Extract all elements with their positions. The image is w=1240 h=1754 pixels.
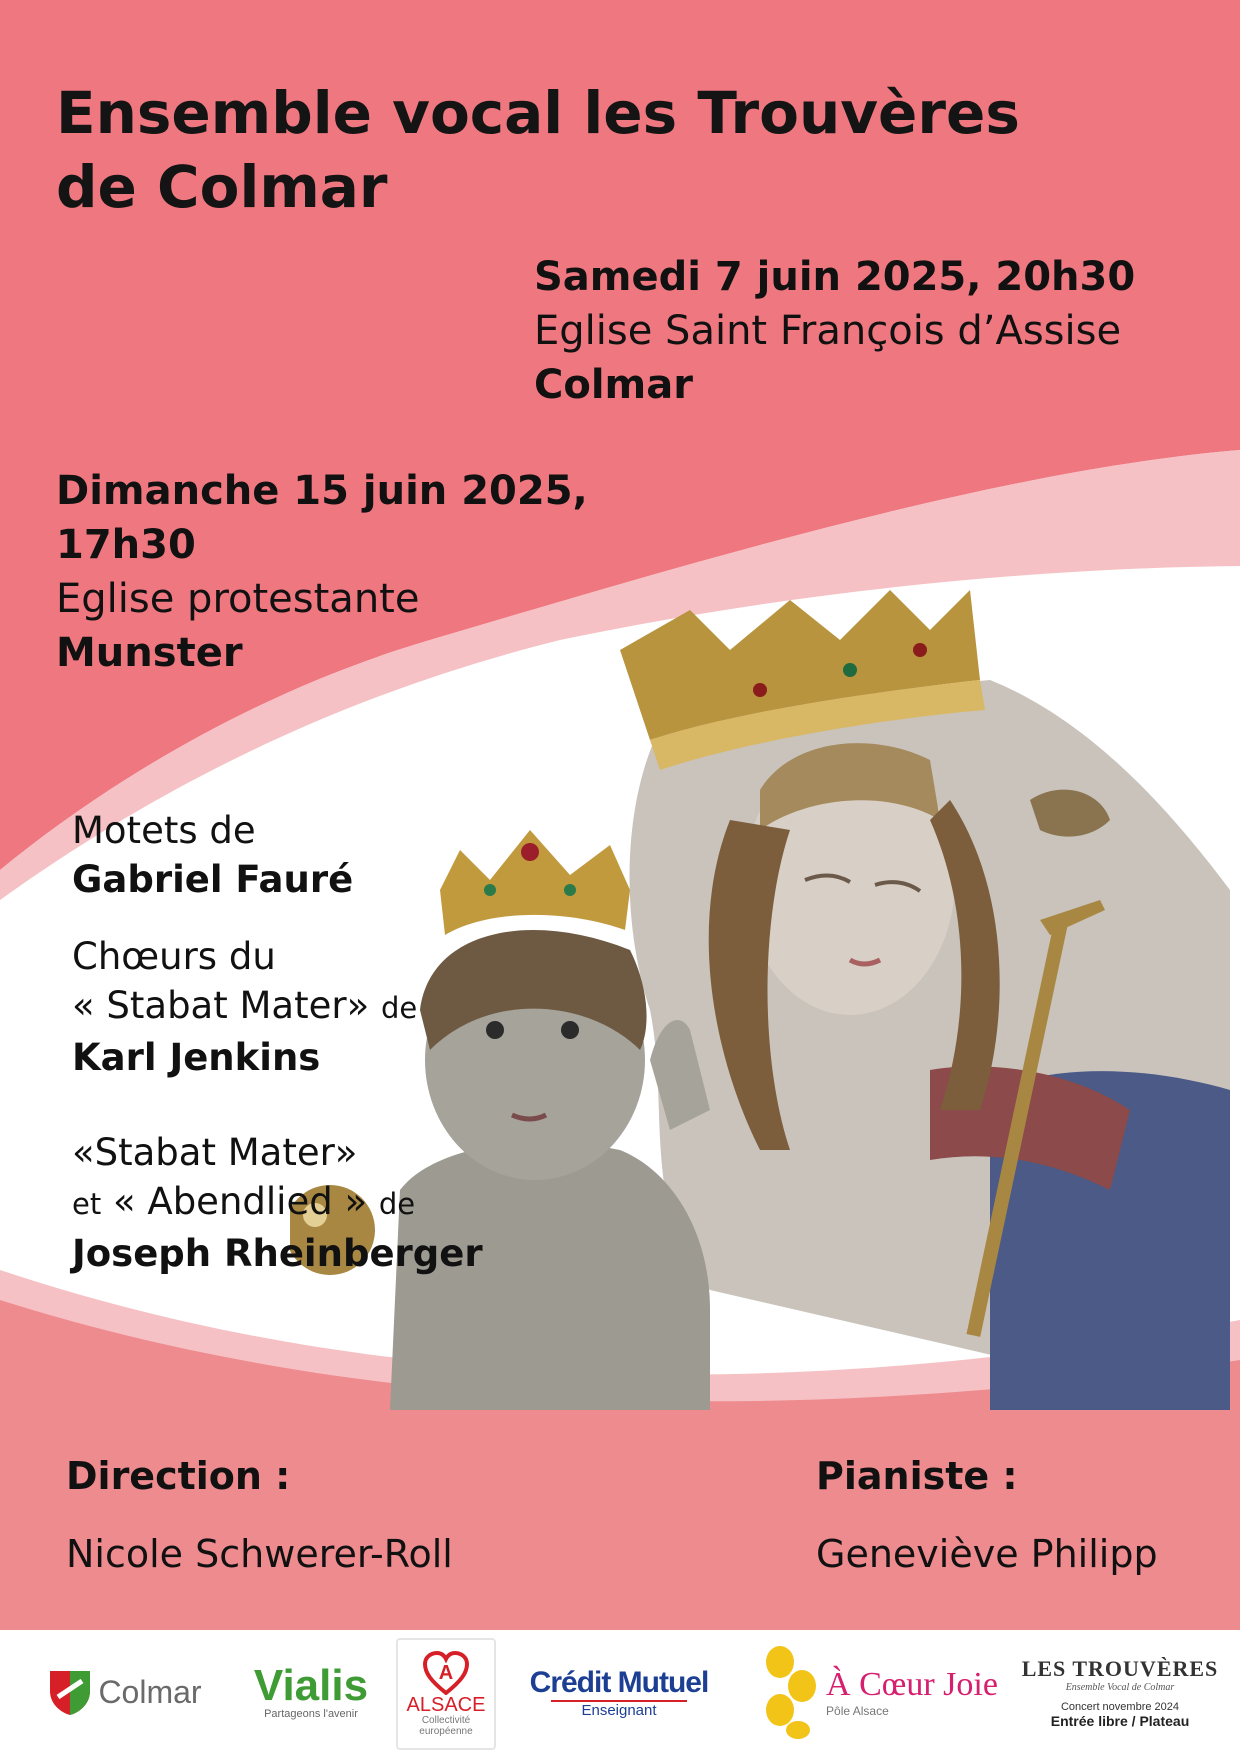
sponsor-vialis-logo bbox=[236, 1638, 386, 1746]
program-item-3-de: de bbox=[378, 1187, 416, 1221]
program-item-2-composer: Karl Jenkins bbox=[72, 1036, 321, 1079]
concert-2-venue: Eglise protestante bbox=[56, 576, 420, 622]
program-list bbox=[72, 806, 492, 1306]
program-item-2-de: de bbox=[380, 991, 418, 1025]
alsace-heart-icon bbox=[423, 1651, 469, 1695]
program-item-1-prefix: Motets de bbox=[72, 809, 256, 852]
sponsor-trouveres-logo bbox=[1004, 1638, 1236, 1746]
title-line-1: Ensemble vocal les Trouvères bbox=[56, 79, 1020, 147]
sponsor-credit-mutuel-text: Crédit Mutuel bbox=[529, 1665, 709, 1699]
sponsor-acoeurjoie-logo bbox=[756, 1638, 1006, 1746]
program-item-1-composer: Gabriel Fauré bbox=[72, 858, 354, 901]
sponsor-vialis-text: Vialis bbox=[253, 1661, 369, 1710]
svg-text:A: A bbox=[438, 1662, 454, 1684]
sponsor-colmar-text: Colmar bbox=[98, 1673, 202, 1710]
program-item-faure bbox=[72, 806, 492, 904]
sponsor-alsace-tagline: Collectivité européenne bbox=[419, 1715, 473, 1737]
program-item-rheinberger bbox=[72, 1128, 492, 1278]
direction-credit bbox=[66, 1452, 666, 1578]
title-line-2: de Colmar bbox=[56, 153, 388, 221]
sponsor-credit-mutuel-logo bbox=[508, 1638, 730, 1746]
concert-1-info bbox=[534, 250, 1224, 412]
acoeurjoie-flower-icon bbox=[764, 1644, 818, 1740]
sponsor-trouveres-text: LES TROUVÈRES bbox=[1021, 1655, 1219, 1681]
program-item-2-work: « Stabat Mater» bbox=[72, 984, 370, 1027]
sponsor-alsace-logo bbox=[396, 1638, 496, 1750]
direction-name: Nicole Schwerer-Roll bbox=[66, 1532, 453, 1576]
concert-2-date: Dimanche 15 juin 2025, 17h30 bbox=[56, 468, 588, 568]
program-item-3-work: «Stabat Mater» bbox=[72, 1131, 358, 1174]
sponsor-bar bbox=[0, 1630, 1240, 1754]
sponsor-trouveres-concert: Concert novembre 2024 bbox=[1060, 1700, 1179, 1713]
sponsor-colmar-logo bbox=[30, 1638, 220, 1746]
sponsor-credit-mutuel-sub: Enseignant bbox=[551, 1700, 686, 1719]
pianist-credit bbox=[816, 1452, 1236, 1578]
pianist-label: Pianiste : bbox=[816, 1454, 1018, 1498]
sponsor-alsace-text: ALSACE bbox=[406, 1694, 486, 1716]
sponsor-trouveres-tag: Ensemble Vocal de Colmar bbox=[1065, 1681, 1175, 1693]
sponsor-acj-text: À Cœur Joie bbox=[826, 1666, 998, 1703]
concert-2-city: Munster bbox=[56, 630, 243, 676]
concert-1-venue: Eglise Saint François d’Assise bbox=[534, 308, 1122, 354]
direction-label: Direction : bbox=[66, 1454, 291, 1498]
program-item-3-et: et bbox=[72, 1187, 102, 1221]
concert-1-city: Colmar bbox=[534, 362, 693, 408]
program-item-3-work-2: « Abendlied » bbox=[112, 1180, 368, 1223]
sponsor-vialis-tagline: Partageons l'avenir bbox=[264, 1708, 358, 1720]
poster-title bbox=[56, 76, 1176, 224]
sponsor-acj-sub: Pôle Alsace bbox=[826, 1704, 889, 1718]
pianist-name: Geneviève Philipp bbox=[816, 1532, 1158, 1576]
program-item-3-composer: Joseph Rheinberger bbox=[72, 1232, 483, 1275]
colmar-shield-icon bbox=[48, 1667, 92, 1717]
sponsor-trouveres-entry: Entrée libre / Plateau bbox=[1050, 1712, 1190, 1729]
program-item-jenkins bbox=[72, 932, 492, 1082]
program-item-2-prefix: Chœurs du bbox=[72, 935, 276, 978]
concert-2-info bbox=[56, 464, 736, 680]
concert-1-date: Samedi 7 juin 2025, 20h30 bbox=[534, 254, 1136, 300]
